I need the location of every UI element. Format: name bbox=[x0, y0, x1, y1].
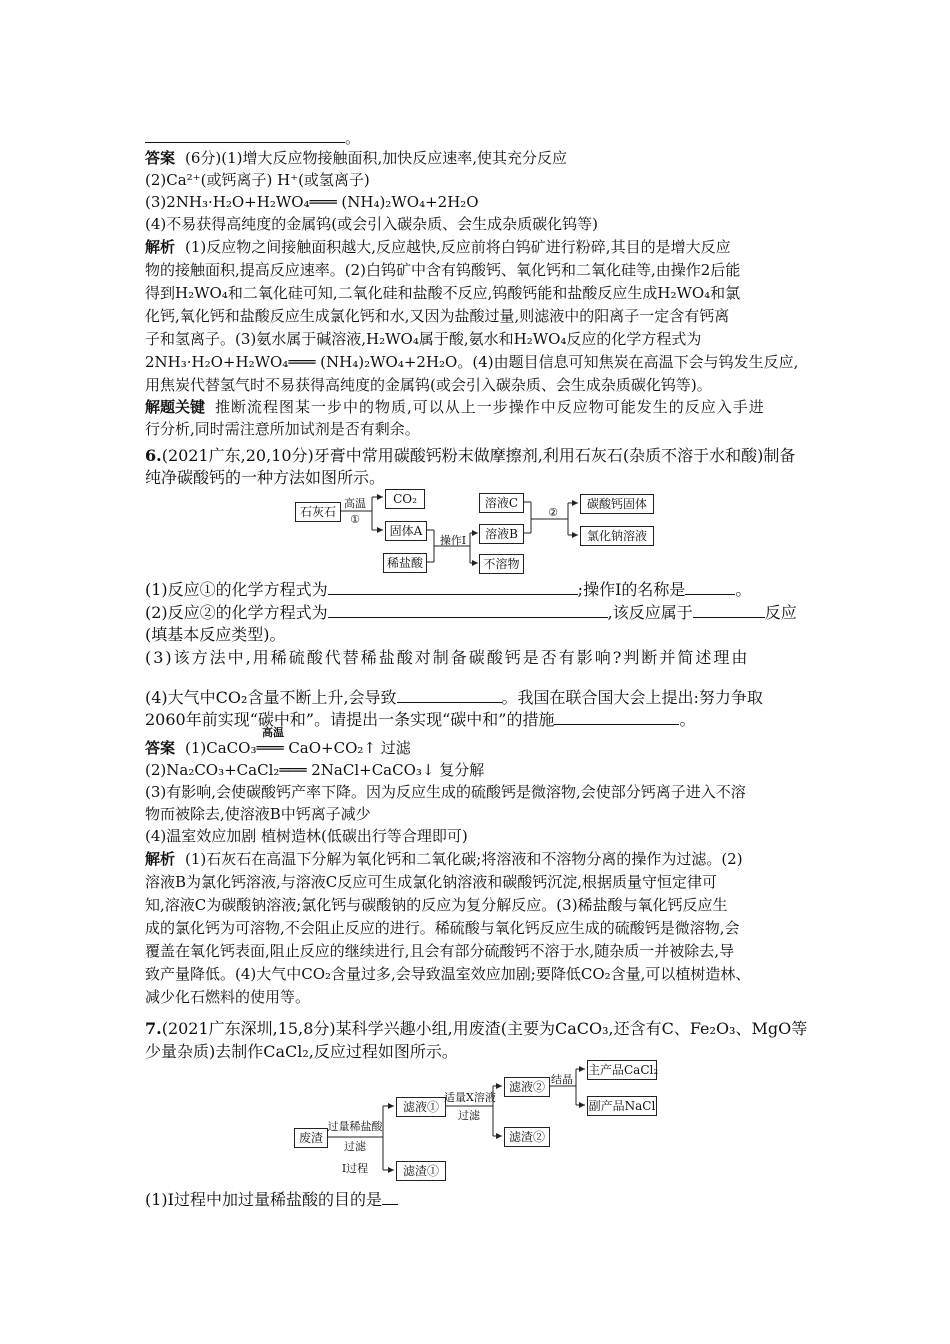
step1-label: ① bbox=[350, 513, 360, 526]
process-1-label: Ⅰ过程 bbox=[341, 1162, 369, 1175]
q6-analysis-4: 成的氯化钙为可溶物,不会阻止反应的进行。稀硫酸与氧化钙反应生成的硫酸钙是微溶物,会 bbox=[145, 919, 740, 937]
ans-high-temp-label: 高温 bbox=[262, 726, 284, 739]
purpose-blank[interactable] bbox=[382, 1190, 398, 1205]
analysis-label: 解析 bbox=[145, 850, 176, 868]
operation-1-label: 操作Ⅰ bbox=[439, 534, 467, 547]
analysis-label: 解析 bbox=[145, 238, 176, 256]
q5-analysis-2: 物的接触面积,提高反应速率。(2)白钨矿中含有钨酸钙、氧化钙和二氧化硅等,由操作2后能 bbox=[145, 261, 741, 279]
crystallize-label: 结晶 bbox=[551, 1073, 573, 1086]
answer-text: (6分)(1)增大反应物接触面积,加快反应速率,使其充分反应 bbox=[185, 149, 568, 167]
key-label: 解题关键 bbox=[145, 398, 206, 416]
q2-text-c: 反应 bbox=[764, 603, 797, 622]
q1-text-c: 。 bbox=[735, 580, 752, 599]
q6-answer-3b: 物而被除去,使溶液B中钙离子减少 bbox=[145, 805, 371, 823]
q5-analysis-3: 得到H₂WO₄和二氧化硅可知,二氧化硅和盐酸不反应,钨酸钙能和盐酸反应生成H₂WO₄和氯 bbox=[145, 284, 741, 302]
dilute-hcl-box: 稀盐酸 bbox=[383, 553, 427, 573]
q6-analysis-2: 溶液B为氯化钙溶液,与溶液C反应可生成氯化钠溶液和碳酸钙沉淀,根据质量守恒定律可 bbox=[145, 873, 718, 891]
high-temp-label: 高温 bbox=[344, 497, 366, 510]
filter-label: 过滤 bbox=[344, 1140, 366, 1153]
q6-part-2b: (填基本反应类型)。 bbox=[145, 625, 286, 644]
nacl-solution-box: 氯化钠溶液 bbox=[580, 526, 654, 546]
q6-analysis-3: 知,溶液C为碳酸钠溶液;氯化钙与碳酸钠的反应为复分解反应。(3)稀盐酸与氧化钙反应生 bbox=[145, 896, 728, 914]
q7-part-1 bbox=[145, 1190, 398, 1210]
caco3-solid-box: 碳酸钙固体 bbox=[580, 494, 654, 514]
by-product-box: 副产品NaCl bbox=[587, 1096, 657, 1116]
q5-analysis-4: 化钙,氧化钙和盐酸反应生成氯化钙和水,又因为盐酸过量,则滤液中的阳离子一定含有钙离 bbox=[145, 307, 730, 325]
step2-label: ② bbox=[548, 506, 558, 519]
q6-analysis-5: 覆盖在氧化钙表面,阻止反应的继续进行,且会有部分硫酸钙不溶于水,随杂质一并被除去,导 bbox=[145, 942, 735, 960]
q5-answer-3: (3)2NH₃·H₂O+H₂WO₄═══ (NH₄)₂WO₄+2H₂O bbox=[145, 193, 479, 211]
period: 。 bbox=[345, 129, 361, 147]
stem-text: (2021广东,20,10分)牙膏中常用碳酸钙粉末做摩擦剂,利用石灰石(杂质不溶于水和酸)制备 bbox=[161, 446, 796, 465]
q5-answer-4: (4)不易获得高纯度的金属钨(或会引入碳杂质、会生成杂质碳化钨等) bbox=[145, 215, 598, 233]
q6-answer-4: (4)温室效应加剧 植树造林(低碳出行等合理即可) bbox=[145, 827, 468, 845]
filter-2-label: 过滤 bbox=[458, 1109, 480, 1122]
answer-label: 答案 bbox=[145, 149, 176, 167]
question-number: 6. bbox=[145, 446, 162, 465]
insoluble-box: 不溶物 bbox=[479, 554, 524, 574]
residue-1-box: 滤渣① bbox=[396, 1161, 446, 1181]
q1-text: (1)Ⅰ过程中加过量稀盐酸的目的是 bbox=[145, 1190, 382, 1209]
solid-a-box: 固体A bbox=[385, 521, 427, 541]
q1-text-b: ;操作Ⅰ的名称是 bbox=[577, 580, 686, 599]
answer-text: (1)CaCO₃═══ CaO+CO₂↑ 过滤 bbox=[185, 739, 411, 757]
analysis-text: (1)反应物之间接触面积越大,反应越快,反应前将白钨矿进行粉碎,其目的是增大反应 bbox=[185, 238, 731, 256]
q6-stem-2: 纯净碳酸钙的一种方法如图所示。 bbox=[145, 468, 386, 487]
solution-c-box: 溶液C bbox=[479, 493, 524, 513]
q5-analysis-7: 用焦炭代替氢气时不易获得高纯度的金属钨(或会引入碳杂质、会生成杂质碳化钨等)。 bbox=[145, 376, 712, 394]
q7-stem-2: 少量杂质)去制作CaCl₂,反应过程如图所示。 bbox=[145, 1042, 458, 1061]
stem-text: (2021广东深圳,15,8分)某科学兴趣小组,用废渣(主要为CaCO₃,还含有C、Fe₂O₃、MgO等 bbox=[161, 1019, 808, 1038]
q2-text-a: (2)反应②的化学方程式为 bbox=[145, 603, 328, 622]
main-product-box: 主产品CaCl₂ bbox=[587, 1060, 657, 1080]
q6-part-3: (3)该方法中,用稀硫酸代替稀盐酸对制备碳酸钙是否有影响?判断并简述理由 bbox=[145, 648, 750, 667]
q2-text-b: ,该反应属于 bbox=[607, 603, 693, 622]
answer-label: 答案 bbox=[145, 739, 176, 757]
solution-b-box: 溶液B bbox=[479, 524, 524, 544]
q5-key-2: 行分析,同时需注意所加试剂是否有剩余。 bbox=[145, 420, 420, 438]
q4-text-d: 。 bbox=[679, 710, 696, 729]
excess-hcl-label: 过量稀盐酸 bbox=[327, 1120, 383, 1133]
q6-answer-3a: (3)有影响,会使碳酸钙产率下降。因为反应生成的硫酸钙是微溶物,会使部分钙离子进入不溶 bbox=[145, 783, 746, 801]
question-number: 7. bbox=[145, 1019, 162, 1038]
q1-text-a: (1)反应①的化学方程式为 bbox=[145, 580, 328, 599]
co2-box: CO₂ bbox=[385, 489, 425, 509]
q5-analysis-5: 子和氢离子。(3)氨水属于碱溶液,H₂WO₄属于酸,氨水和H₂WO₄反应的化学方程式为 bbox=[145, 330, 702, 348]
waste-box: 废渣 bbox=[294, 1128, 328, 1148]
q5-answer-2: (2)Ca²⁺(或钙离子) H⁺(或氢离子) bbox=[145, 171, 370, 189]
x-solution-label: 适量X溶液 bbox=[444, 1091, 496, 1104]
filtrate-1-box: 滤液① bbox=[396, 1097, 446, 1117]
q6-analysis-6: 致产量降低。(4)大气中CO₂含量过多,会导致温室效应加剧;要降低CO₂含量,可以植树造林、 bbox=[145, 965, 751, 983]
q4-text-c: 2060年前实现“碳中和”。请提出一条实现“碳中和”的措施 bbox=[145, 710, 555, 729]
q4-text-a: (4)大气中CO₂含量不断上升,会导致 bbox=[145, 688, 397, 707]
analysis-text: (1)石灰石在高温下分解为氧化钙和二氧化碳;将溶液和不溶物分离的操作为过滤。(2) bbox=[185, 850, 743, 868]
residue-2-box: 滤渣② bbox=[504, 1127, 550, 1147]
filtrate-2-box: 滤液② bbox=[504, 1077, 550, 1097]
q6-analysis-7: 减少化石燃料的使用等。 bbox=[145, 988, 311, 1006]
key-text: 推断流程图某一步中的物质,可以从上一步操作中反应物可能发生的反应入手进 bbox=[215, 398, 765, 416]
q5-analysis-6: 2NH₃·H₂O+H₂WO₄═══ (NH₄)₂WO₄+2H₂O。(4)由题目信息可知焦炭在高温下会与钨发生反应, bbox=[145, 353, 799, 371]
limestone-box: 石灰石 bbox=[295, 502, 341, 522]
q4-text-b: 。我国在联合国大会上提出:努力争取 bbox=[501, 688, 763, 707]
q6-answer-2: (2)Na₂CO₃+CaCl₂═══ 2NaCl+CaCO₃↓ 复分解 bbox=[145, 761, 485, 779]
